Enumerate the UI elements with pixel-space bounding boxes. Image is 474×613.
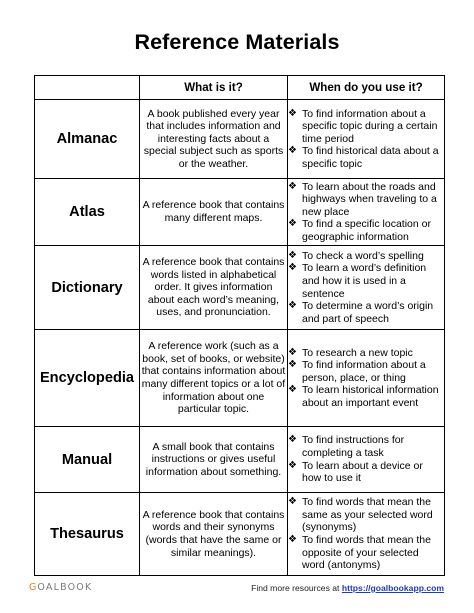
use-item <box>288 300 444 325</box>
use-text: To find information about a person, place, or thing <box>302 359 426 384</box>
bullet-icon: ❖ <box>288 262 297 274</box>
use-text: To find information about a specific topic during a certain time period <box>302 107 438 145</box>
goalbook-logo <box>29 582 92 593</box>
term-cell: Almanac <box>35 100 140 179</box>
use-item <box>288 347 444 360</box>
use-text: To find a specific location or geographic information <box>302 218 431 243</box>
use-text: To determine a word’s origin and part of speech <box>302 300 434 325</box>
use-item <box>288 250 444 263</box>
use-item <box>288 181 444 219</box>
uses-list <box>288 496 444 572</box>
use-item <box>288 262 444 300</box>
bullet-icon: ❖ <box>288 346 297 358</box>
table-row <box>35 246 445 330</box>
table-row <box>35 100 445 179</box>
use-item <box>288 384 444 409</box>
bullet-icon: ❖ <box>288 459 297 471</box>
uses-list <box>288 347 444 410</box>
definition-cell: A book published every year that includes information and interesting facts about a special subject such as sports or the weather. <box>140 100 288 179</box>
definition-cell: A reference book that contains words listed in alphabetical order. It gives information about each word’s meaning, uses, and pronunciation. <box>140 246 288 330</box>
definition-cell: A reference work (such as a book, set of books, or website) that contains information about many different topics or a lot of information about one particular topic. <box>140 330 288 427</box>
use-text: To research a new topic <box>302 346 413 359</box>
bullet-icon: ❖ <box>288 107 297 119</box>
use-item <box>288 359 444 384</box>
use-text: To find words that mean the opposite of your selected word (antonyms) <box>302 534 431 572</box>
bullet-icon: ❖ <box>288 145 297 157</box>
header-what: What is it? <box>140 76 288 100</box>
use-text: To find words that mean the same as your selected word (synonyms) <box>302 496 433 534</box>
table-row <box>35 179 445 246</box>
uses-cell <box>288 493 445 576</box>
table-row <box>35 330 445 427</box>
use-text: To learn about a device or how to use it <box>302 459 423 485</box>
uses-list <box>288 434 444 484</box>
bullet-icon: ❖ <box>288 434 297 446</box>
footer-resources <box>251 583 444 593</box>
term-cell: Manual <box>35 427 140 493</box>
bullet-icon: ❖ <box>288 218 297 230</box>
uses-list <box>288 250 444 326</box>
term-cell: Atlas <box>35 179 140 246</box>
use-text: To check a word’s spelling <box>302 249 424 262</box>
page-title: Reference Materials <box>134 30 340 54</box>
header-when: When do you use it? <box>288 76 445 100</box>
use-text: To find historical data about a specific topic <box>302 145 439 170</box>
use-item <box>288 460 444 485</box>
bullet-icon: ❖ <box>288 359 297 371</box>
bullet-icon: ❖ <box>288 249 297 261</box>
use-item <box>288 218 444 243</box>
bullet-icon: ❖ <box>288 384 297 396</box>
definition-cell: A small book that contains instructions or gives useful information about something. <box>140 427 288 493</box>
uses-cell <box>288 427 445 493</box>
table-row <box>35 427 445 493</box>
bullet-icon: ❖ <box>288 180 297 192</box>
table-row <box>35 493 445 576</box>
goalbook-logo-text: OALBOOK <box>37 582 93 593</box>
goalbook-logo-mark: G <box>29 582 37 593</box>
uses-cell <box>288 246 445 330</box>
uses-list <box>288 181 444 244</box>
use-item <box>288 534 444 572</box>
bullet-icon: ❖ <box>288 300 297 312</box>
term-cell: Dictionary <box>35 246 140 330</box>
definition-cell: A reference book that contains words and their synonyms (words that have the same or similar meanings). <box>140 493 288 576</box>
uses-cell <box>288 330 445 427</box>
use-text: To learn about the roads and highways when traveling to a new place <box>302 180 437 218</box>
reference-table <box>34 75 445 576</box>
use-text: To find instructions for completing a task <box>302 434 405 459</box>
use-item <box>288 496 444 534</box>
uses-cell <box>288 179 445 246</box>
definition-cell: A reference book that contains many different maps. <box>140 179 288 246</box>
footer-resources-text: Find more resources at <box>251 583 342 593</box>
bullet-icon: ❖ <box>288 496 297 508</box>
header-term <box>35 76 140 100</box>
use-item <box>288 434 444 459</box>
term-cell: Thesaurus <box>35 493 140 576</box>
goalbook-link[interactable]: https://goalbookapp.com <box>341 583 444 593</box>
table-header-row <box>35 76 445 100</box>
use-item <box>288 108 444 146</box>
term-cell: Encyclopedia <box>35 330 140 427</box>
use-item <box>288 145 444 170</box>
uses-cell <box>288 100 445 179</box>
use-text: To learn historical information about an important event <box>302 384 439 409</box>
uses-list <box>288 108 444 171</box>
bullet-icon: ❖ <box>288 534 297 545</box>
use-text: To learn a word’s definition and how it is used in a sentence <box>302 262 427 300</box>
